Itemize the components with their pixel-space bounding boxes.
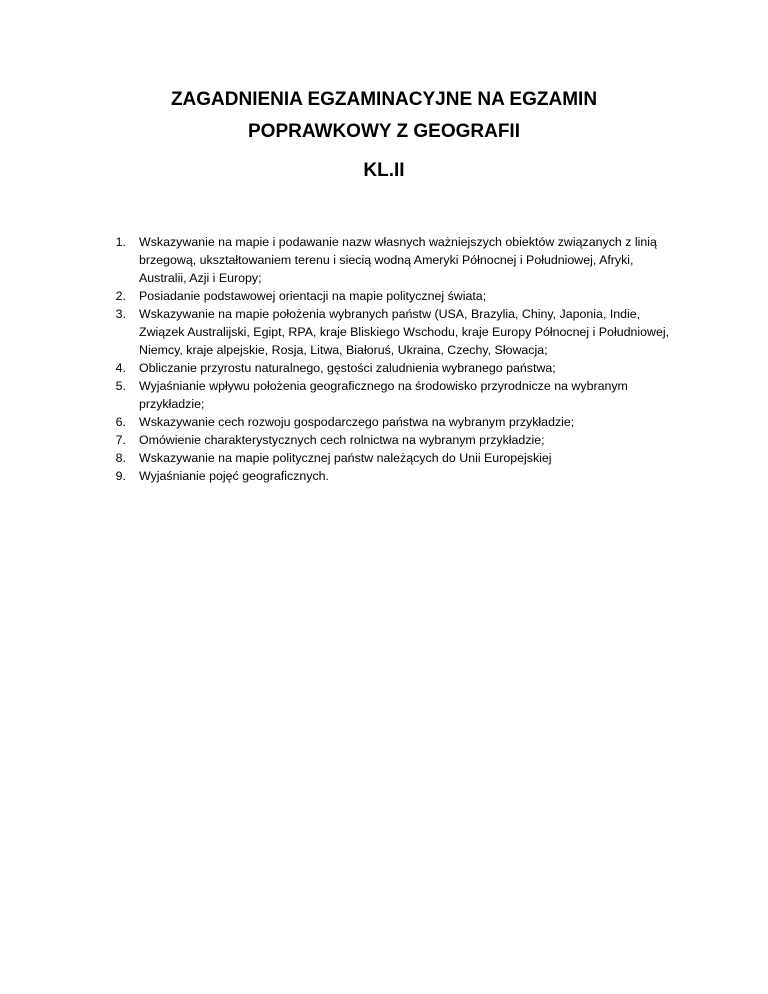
list-item bbox=[104, 233, 674, 287]
list-item bbox=[104, 449, 674, 467]
item-text: Omówienie charakterystycznych cech rolnictwa na wybranym przykładzie; bbox=[139, 433, 545, 447]
item-text: Wyjaśnianie pojęć geograficznych. bbox=[139, 469, 329, 483]
item-number: 8. bbox=[115, 451, 126, 465]
item-number: 9. bbox=[115, 469, 126, 483]
item-number: 1. bbox=[115, 235, 126, 249]
list-item bbox=[104, 305, 674, 359]
item-number: 3. bbox=[115, 307, 126, 321]
item-text: Wskazywanie na mapie politycznej państw należących do Unii Europejskiej bbox=[139, 451, 552, 465]
list-item bbox=[104, 467, 674, 485]
item-number: 4. bbox=[115, 361, 126, 375]
document-title bbox=[0, 84, 768, 148]
title-line-1: ZAGADNIENIA EGZAMINACYJNE NA EGZAMIN bbox=[170, 89, 598, 110]
item-text: Posiadanie podstawowej orientacji na mapie politycznej świata; bbox=[139, 289, 487, 303]
item-number: 7. bbox=[115, 433, 126, 447]
title-line-2: POPRAWKOWY Z GEOGRAFII bbox=[248, 121, 520, 142]
item-text: Wskazywanie na mapie i podawanie nazw własnych ważniejszych obiektów związanych z linią brzegową, ukształtowaniem terenu i siecią wodną Ameryki Północnej i Południowej, Afryki, Australii, Azji i Europy; bbox=[139, 235, 657, 285]
item-text: Wyjaśnianie wpływu położenia geograficznego na środowisko przyrodnicze na wybranym przykładzie; bbox=[139, 379, 628, 411]
list-item bbox=[104, 287, 674, 305]
topics-list bbox=[104, 233, 674, 485]
item-number: 2. bbox=[115, 289, 126, 303]
list-item bbox=[104, 359, 674, 377]
item-number: 5. bbox=[115, 379, 126, 393]
list-item bbox=[104, 377, 674, 413]
item-text: Obliczanie przyrostu naturalnego, gęstości zaludnienia wybranego państwa; bbox=[139, 361, 556, 375]
list-item bbox=[104, 431, 674, 449]
list-item bbox=[104, 413, 674, 431]
item-text: Wskazywanie na mapie położenia wybranych państw (USA, Brazylia, Chiny, Japonia, Indie, Związek Australijski, Egipt, RPA, kraje Bliskiego Wschodu, kraje Europy Północnej i Południowej, Niemcy, kraje alpejskie, Rosja, Litwa, Białoruś, Ukraina, Czechy, Słowacja; bbox=[139, 307, 670, 357]
item-number: 6. bbox=[115, 415, 126, 429]
class-subtitle: KL.II bbox=[363, 160, 405, 181]
item-text: Wskazywanie cech rozwoju gospodarczego państwa na wybranym przykładzie; bbox=[139, 415, 575, 429]
